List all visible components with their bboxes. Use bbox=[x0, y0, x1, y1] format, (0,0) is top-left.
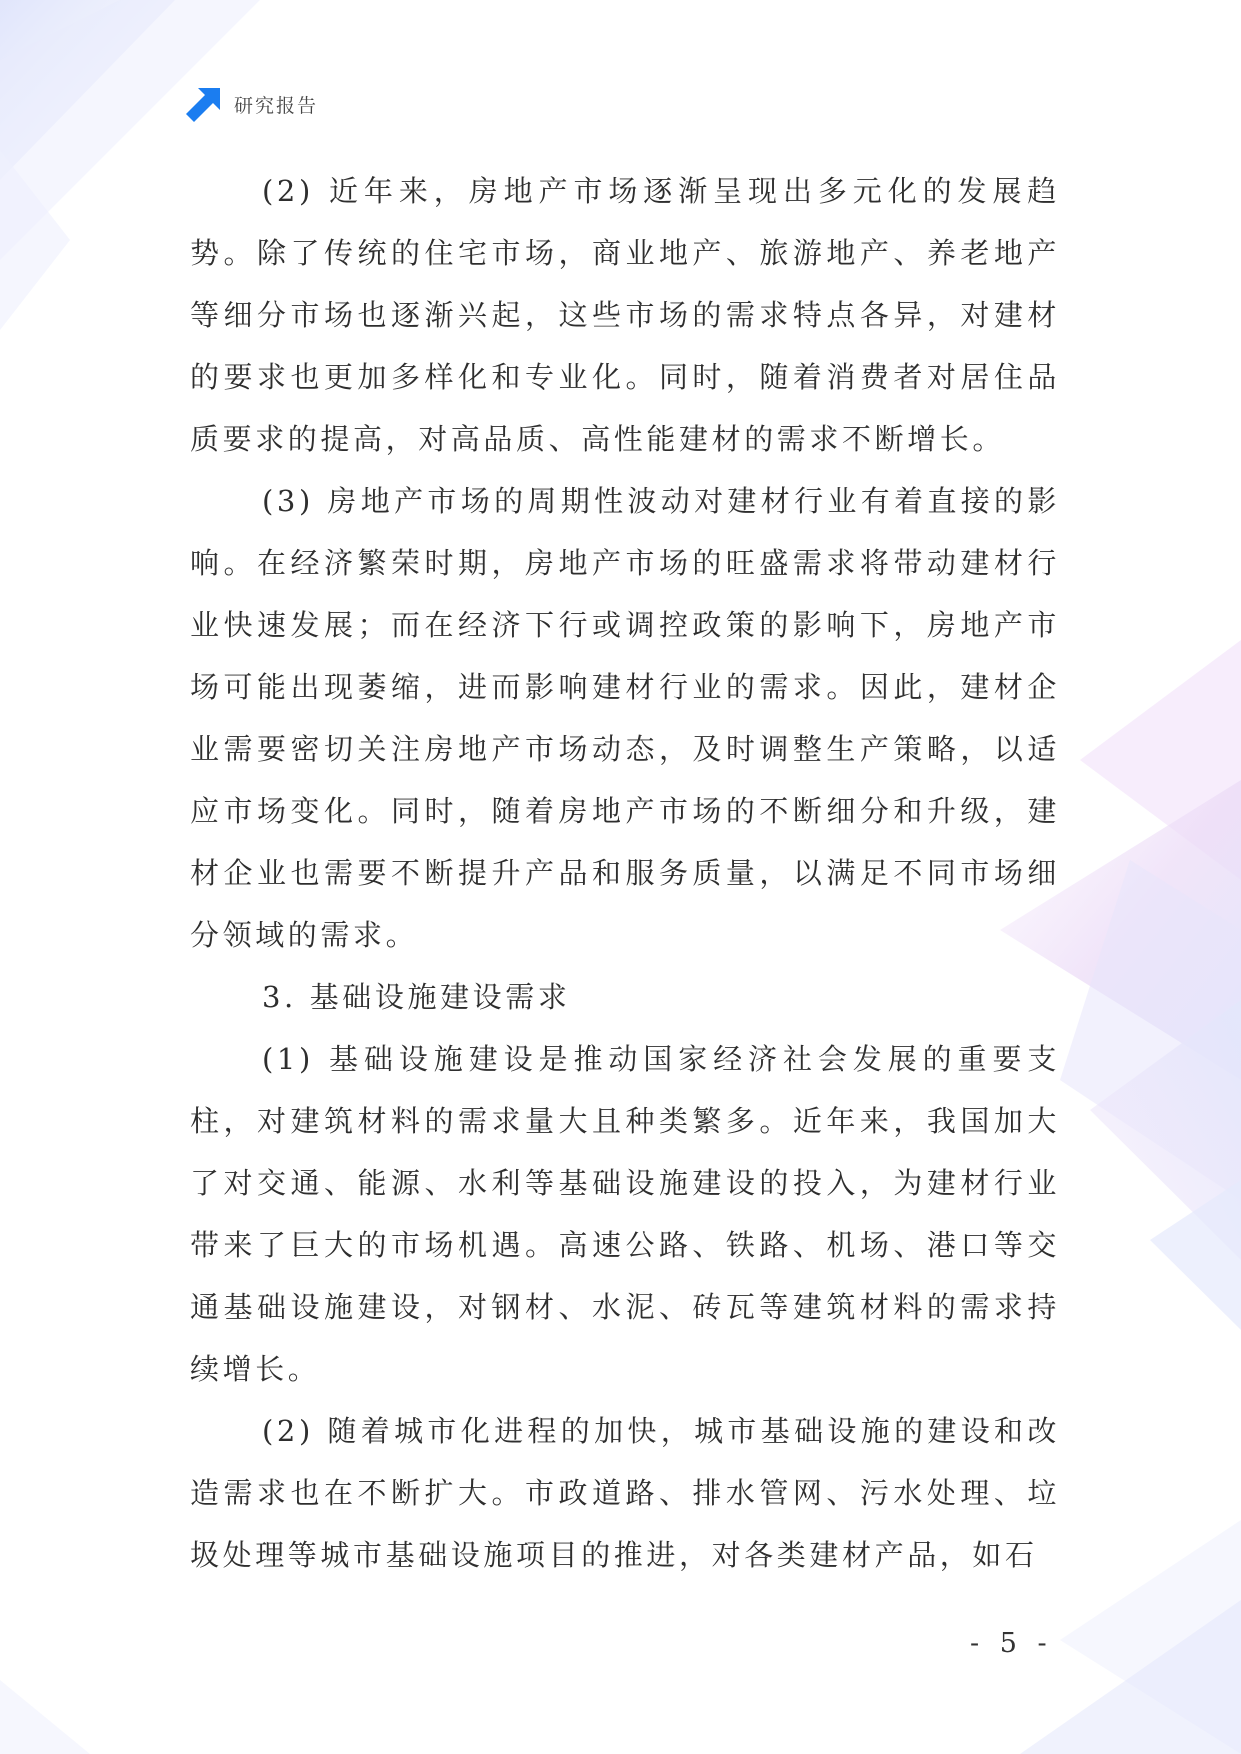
report-header-title: 研究报告 bbox=[234, 94, 319, 117]
section-heading: 3. 基础设施建设需求 bbox=[262, 980, 571, 1014]
paragraph: (2) 随着城市化进程的加快，城市基础设施的建设和改造需求也在不断扩大。市政道路、排水管网、污水处理、垃圾处理等城市基础设施项目的推进，对各类建材产品，如石 bbox=[190, 1414, 1060, 1572]
paragraph: (2) 近年来，房地产市场逐渐呈现出多元化的发展趋势。除了传统的住宅市场，商业地产、旅游地产、养老地产等细分市场也逐渐兴起，这些市场的需求特点各异，对建材的要求也更加多样化和专业化。同时，随着消费者对居住品质要求的提高，对高品质、高性能建材的需求不断增长。 bbox=[190, 174, 1060, 456]
page-number: - 5 - bbox=[970, 1628, 1053, 1659]
paragraph: (3) 房地产市场的周期性波动对建材行业有着直接的影响。在经济繁荣时期，房地产市场的旺盛需求将带动建材行业快速发展；而在经济下行或调控政策的影响下，房地产市场可能出现萎缩，进而影响建材行业的需求。因此，建材企业需要密切关注房地产市场动态，及时调整生产策略，以适应市场变化。同时，随着房地产市场的不断细分和升级，建材企业也需要不断提升产品和服务质量，以满足不同市场细分领域的需求。 bbox=[190, 484, 1060, 952]
paragraph: (1) 基础设施建设是推动国家经济社会发展的重要支柱，对建筑材料的需求量大且种类繁多。近年来，我国加大了对交通、能源、水利等基础设施建设的投入，为建材行业带来了巨大的市场机遇。高速公路、铁路、机场、港口等交通基础设施建设，对钢材、水泥、砖瓦等建筑材料的需求持续增长。 bbox=[190, 1042, 1060, 1386]
report-header bbox=[186, 86, 318, 122]
document-body bbox=[190, 160, 1060, 1586]
arrow-up-right-icon bbox=[186, 86, 222, 122]
